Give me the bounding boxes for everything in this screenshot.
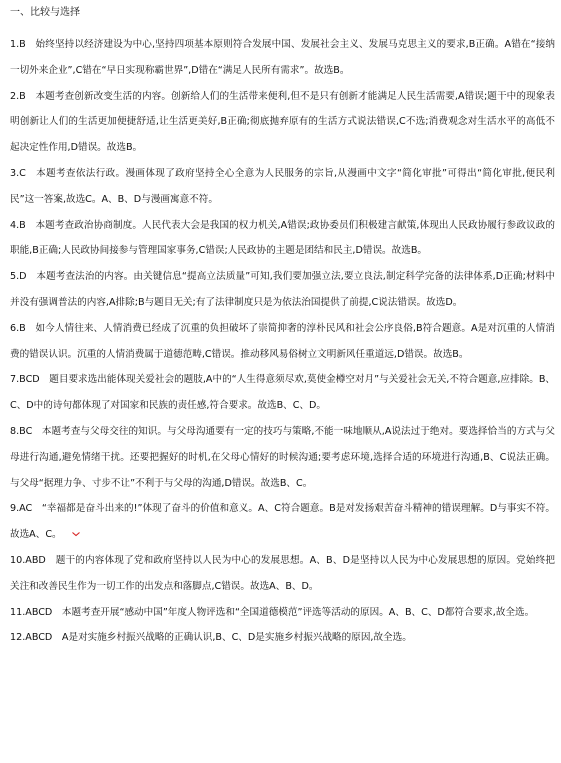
answer-paragraph-1: 1.B 始终坚持以经济建设为中心,坚持四项基本原则符合发展中国、发展社会主义、发展马克思主义的要求,B正确。A错在“接纳一切外来企业”,C错在“早日实现称霸世界”,D错在“满足人民所有需求”。故选B。 (10, 39, 555, 76)
answer-paragraph-6: 6.B 如今人情往来、人情消费已经成了沉重的负担破坏了崇简抑奢的淳朴民风和社会公序良俗,B符合题意。A是对沉重的人情消费的错误认识。沉重的人情消费属于道德范畴,C错误。推动移风易俗树立文明新风任重道远,D错误。故选B。 (10, 322, 555, 360)
answer-paragraph-12: 12.ABCD A是对实施乡村振兴战略的正确认识,B、C、D是实施乡村振兴战略的原因,故全选。 (10, 632, 412, 644)
answer-paragraph-9 (10, 496, 555, 548)
answer-paragraph-8: 8.BC 本题考查与父母交往的知识。与父母沟通要有一定的技巧与策略,不能一味地顺从,A说法过于绝对。要选择恰当的方式与父母进行沟通,避免情绪干扰。还要把握好的时机,在父母心情好的时候沟通;要考虑环境,选择合适的环境进行沟通,B、C说法正确。与父母“据理力争、寸步不让”不利于与父母的沟通,D错误。故选B、C。 (10, 425, 555, 489)
answer-paragraph-3: 3.C 本题考查依法行政。漫画体现了政府坚持全心全意为人民服务的宗旨,从漫画中文字“简化审批”可得出“简化审批,便民利民”这一答案,故选C。A、B、D与漫画寓意不符。 (10, 167, 555, 205)
answer-paragraph-9-text: 9.AC “幸福都是奋斗出来的!”体现了奋斗的价值和意义。A、C符合题意。B是对发扬艰苦奋斗精神的错误理解。D与事实不符。故选A、C。 (10, 503, 555, 541)
answer-paragraph-11: 11.ABCD 本题考查开展“感动中国”年度人物评选和“全国道德模范”评选等活动的原因。A、B、C、D都符合要求,故全选。 (10, 606, 535, 618)
answer-paragraph-10: 10.ABD 题干的内容体现了党和政府坚持以人民为中心的发展思想。A、B、D是坚持以人民为中心发展思想的原因。党始终把关注和改善民生作为一切工作的出发点和落脚点,C错误。故选A、B、D。 (10, 554, 555, 592)
answer-paragraph-7: 7.BCD 题目要求选出能体现关爱社会的题肢,A中的“人生得意须尽欢,莫使金樽空对月”与关爱社会无关,不符合题意,应排除。B、C、D中的诗句都体现了对国家和民族的责任感,符合要求。故选B、C、D。 (10, 374, 555, 412)
answer-paragraph-2: 2.B 本题考查创新改变生活的内容。创新给人们的生活带来便利,但不是只有创新才能满足人民生活需要,A错误;题干中的现象表明创新让人们的生活更加便捷舒适,让生活更美好,B正确;彻底抛弃原有的生活方式说法错误,C不选;消费观念对生活水平的高低不起决定性作用,D错误。故选B。 (10, 90, 555, 154)
section-heading: 一、比较与选择 (10, 7, 80, 18)
red-squiggle-mark (72, 531, 80, 537)
answer-paragraph-4: 4.B 本题考查政治协商制度。人民代表大会是我国的权力机关,A错误;政协委员们积极建言献策,体现出人民政协履行参政议政的职能,B正确;人民政协间接参与管理国家事务,C错误;人民政协的主题是团结和民主,D错误。故选B。 (10, 219, 555, 257)
answer-paragraph-5: 5.D 本题考查法治的内容。由关键信息“提高立法质量”可知,我们要加强立法,要立良法,制定科学完备的法律体系,D正确;材料中并没有强调普法的内容,A排除;B与题目无关;有了法律制度只是为依法治国提供了前提,C说法错误。故选D。 (10, 271, 555, 308)
